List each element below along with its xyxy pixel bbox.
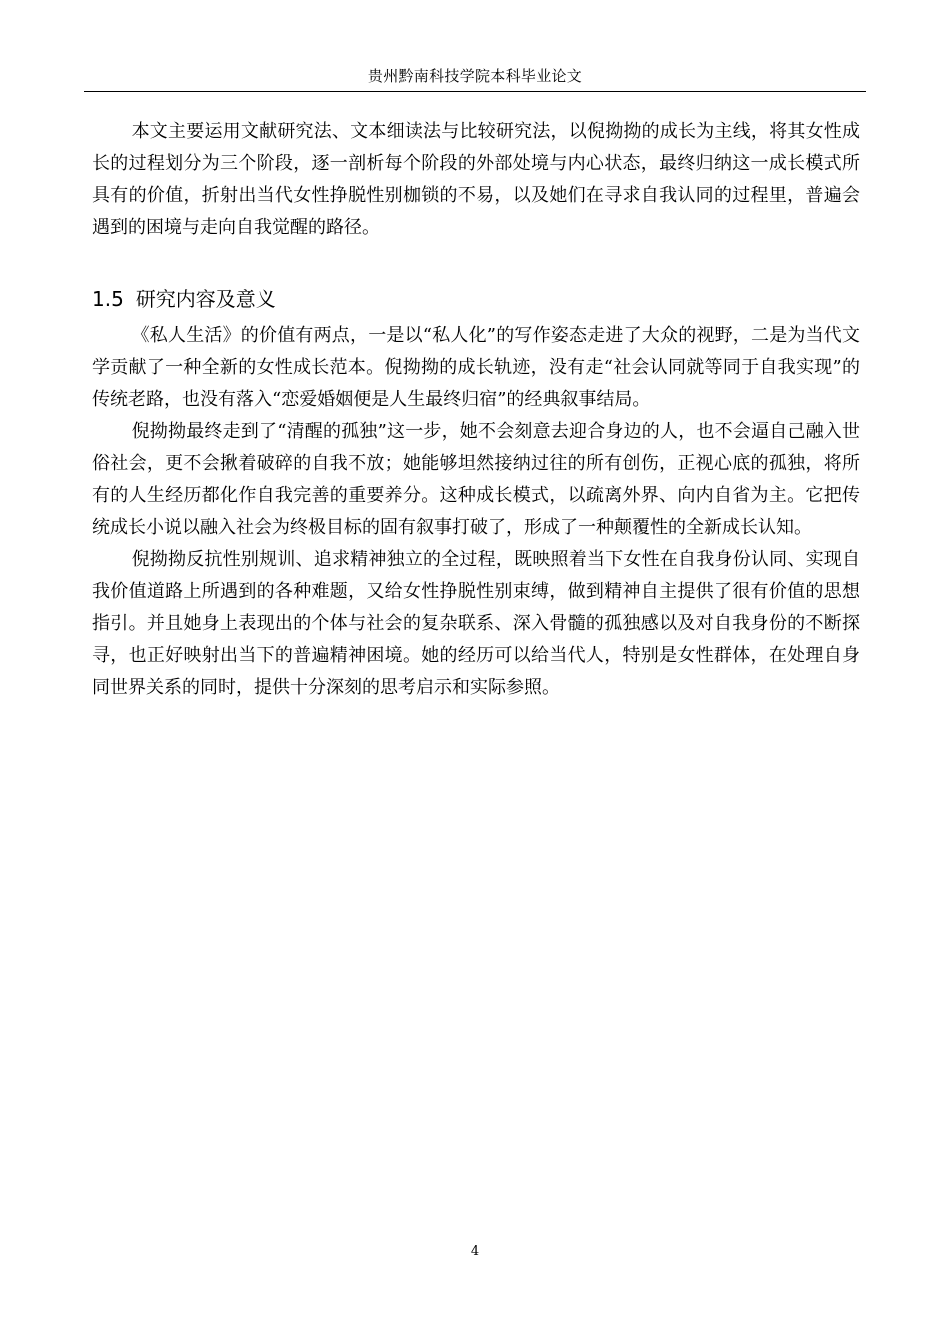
section-body	[92, 320, 860, 704]
intro-block	[92, 116, 860, 244]
running-header: 贵州黔南科技学院本科毕业论文	[367, 67, 583, 85]
intro-paragraph: 本文主要运用文献研究法、文本细读法与比较研究法，以倪拗拗的成长为主线，将其女性成长的过程划分为三个阶段，逐一剖析每个阶段的外部处境与内心状态，最终归纳这一成长模式所具有的价值，折射出当代女性挣脱性别枷锁的不易，以及她们在寻求自我认同的过程里，普遍会遇到的困境与走向自我觉醒的路径。	[92, 121, 860, 238]
section-heading	[92, 285, 276, 313]
header-rule	[84, 91, 866, 92]
body-paragraph: 倪拗拗反抗性别规训、追求精神独立的全过程，既映照着当下女性在自我身份认同、实现自我价值道路上所遇到的各种难题，又给女性挣脱性别束缚，做到精神自主提供了很有价值的思想指引。并且她身上表现出的个体与社会的复杂联系、深入骨髓的孤独感以及对自我身份的不断探寻，也正好映射出当下的普遍精神困境。她的经历可以给当代人，特别是女性群体，在处理自身同世界关系的同时，提供十分深刻的思考启示和实际参照。	[92, 549, 860, 698]
section-title: 研究内容及意义	[135, 287, 276, 311]
page-number: 4	[470, 1244, 480, 1259]
body-paragraph: 倪拗拗最终走到了“清醒的孤独”这一步，她不会刻意去迎合身边的人，也不会逼自己融入世俗社会，更不会揪着破碎的自我不放；她能够坦然接纳过往的所有创伤，正视心底的孤独，将所有的人生经历都化作自我完善的重要养分。这种成长模式，以疏离外界、向内自省为主。它把传统成长小说以融入社会为终极目标的固有叙事打破了，形成了一种颠覆性的全新成长认知。	[92, 421, 860, 538]
body-paragraph: 《私人生活》的价值有两点，一是以“私人化”的写作姿态走进了大众的视野，二是为当代文学贡献了一种全新的女性成长范本。倪拗拗的成长轨迹，没有走“社会认同就等同于自我实现”的传统老路，也没有落入“恋爱婚姻便是人生最终归宿”的经典叙事结局。	[92, 325, 860, 410]
section-number: 1.5	[92, 287, 124, 311]
